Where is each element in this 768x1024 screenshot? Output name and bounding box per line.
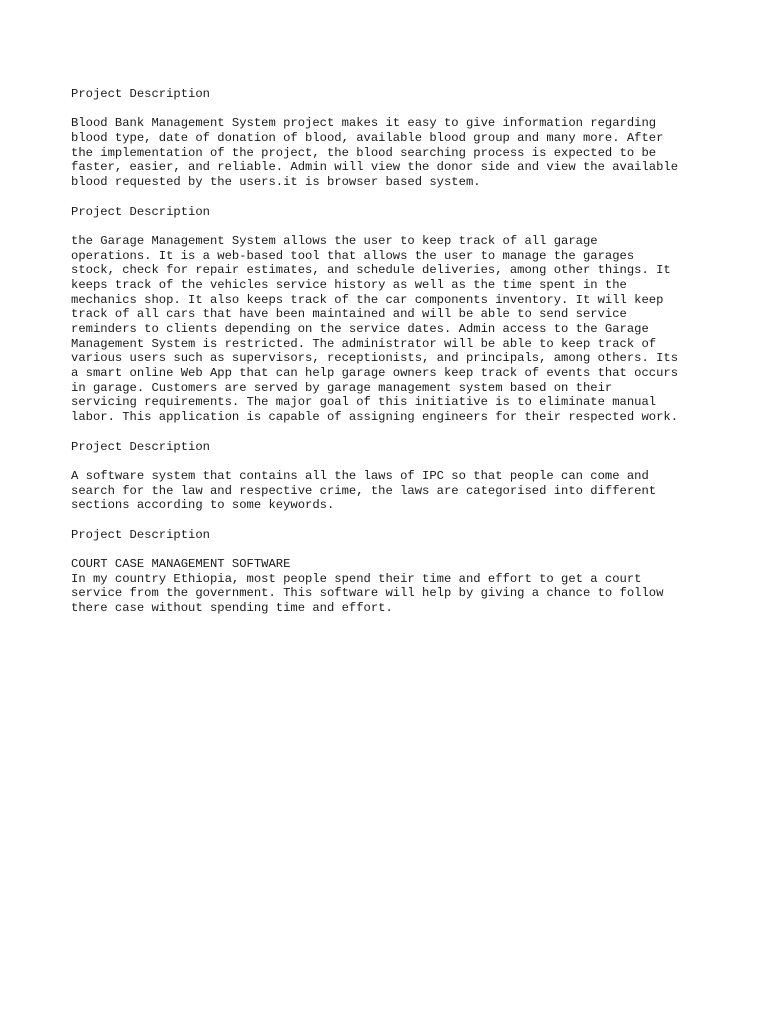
document-content [71,87,711,616]
section-garage-management [71,205,711,440]
section-paragraph [71,469,711,513]
paragraph-line: a smart online Web App that can help garage owners keep track of events that occurs [71,366,679,381]
paragraph-line: Management System is restricted. The administrator will be able to keep track of [71,336,657,351]
paragraph-line: operations. It is a web-based tool that allows the user to manage the garages [71,248,635,263]
paragraph-line: faster, easier, and reliable. Admin will view the donor side and view the available [71,160,679,175]
section-paragraph [71,116,711,189]
section-ipc-laws [71,440,711,528]
paragraph-line: blood type, date of donation of blood, available blood group and many more. After [71,131,664,146]
paragraph-line: Blood Bank Management System project makes it easy to give information regarding [71,116,657,131]
paragraph-line: servicing requirements. The major goal of this initiative is to eliminate manual [71,395,657,410]
paragraph-line: search for the law and respective crime, the laws are categorised into different [71,483,657,498]
paragraph-line: COURT CASE MANAGEMENT SOFTWARE [71,557,291,572]
section-paragraph [71,234,711,425]
paragraph-line: various users such as supervisors, receptionists, and principals, among others. Its [71,351,679,366]
section-court-case-management [71,528,711,616]
paragraph-line: the Garage Management System allows the user to keep track of all garage [71,233,598,248]
section-paragraph [71,557,711,616]
paragraph-line: in garage. Customers are served by garage management system based on their [71,380,613,395]
paragraph-line: track of all cars that have been maintained and will be able to send service [71,307,627,322]
paragraph-line: sections according to some keywords. [71,498,335,513]
section-heading: Project Description [71,204,210,219]
paragraph-line: keeps track of the vehicles service history as well as the time spent in the [71,277,627,292]
paragraph-line: In my country Ethiopia, most people spend their time and effort to get a court [71,571,642,586]
section-blood-bank [71,87,711,205]
paragraph-line: A software system that contains all the laws of IPC so that people can come and [71,468,649,483]
paragraph-line: mechanics shop. It also keeps track of the car components inventory. It will keep [71,292,664,307]
section-heading: Project Description [71,527,210,542]
paragraph-line: labor. This application is capable of assigning engineers for their respected work. [71,410,679,425]
paragraph-line: stock, check for repair estimates, and schedule deliveries, among other things. It [71,263,671,278]
section-heading: Project Description [71,439,210,454]
section-heading: Project Description [71,87,210,101]
paragraph-line: blood requested by the users.it is browser based system. [71,175,481,190]
paragraph-line: reminders to clients depending on the service dates. Admin access to the Garage [71,322,649,337]
paragraph-line: there case without spending time and effort. [71,601,393,616]
paragraph-line: service from the government. This software will help by giving a chance to follow [71,586,664,601]
paragraph-line: the implementation of the project, the blood searching process is expected to be [71,145,657,160]
